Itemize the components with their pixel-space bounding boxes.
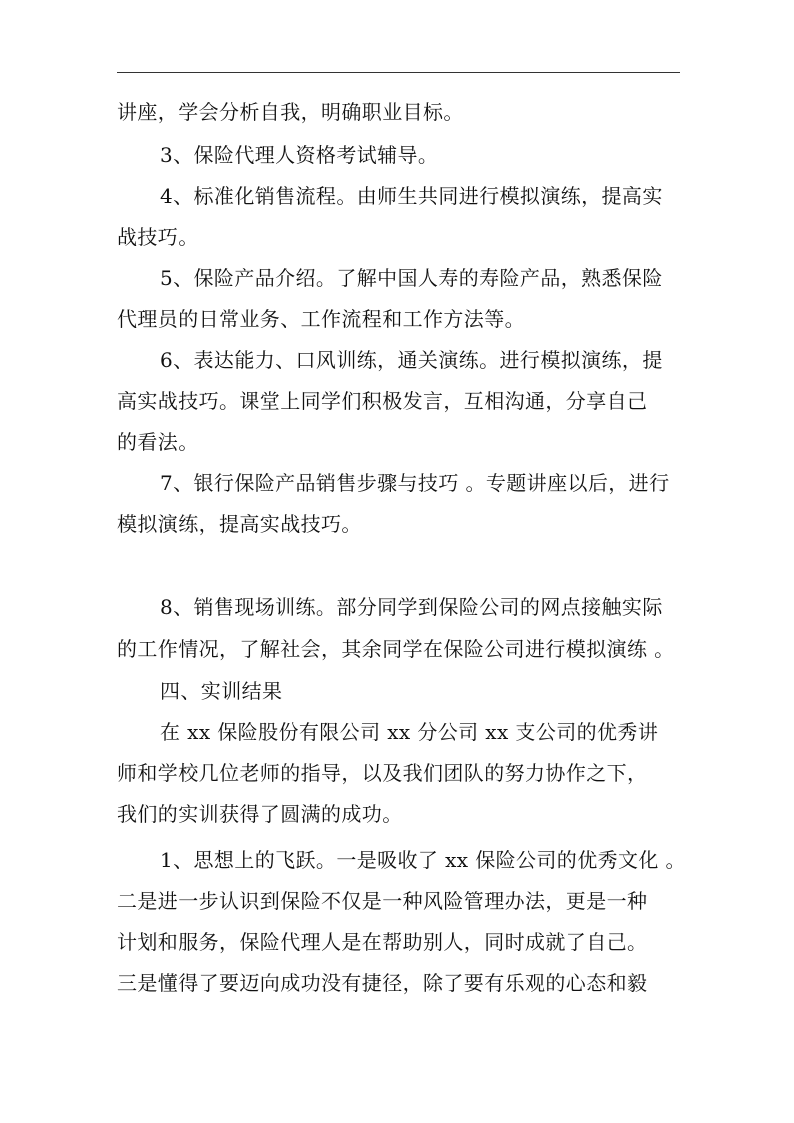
text-line: 8、销售现场训练。部分同学到保险公司的网点接触实际 (160, 595, 663, 619)
text-line: 3、保险代理人资格考试辅导。 (160, 143, 439, 167)
text-line: 1、思想上的飞跃。一是吸收了 xx 保险公司的优秀文化 。 (160, 848, 686, 872)
text-line: 模拟演练，提高实战技巧。 (117, 512, 362, 536)
text-line: 计划和服务，保险代理人是在帮助别人，同时成就了自己。 (117, 930, 648, 954)
text-line: 二是进一步认识到保险不仅是一种风险管理办法，更是一种 (117, 889, 648, 913)
text-line: 三是懂得了要迈向成功没有捷径，除了要有乐观的心态和毅 (117, 971, 648, 995)
header-rule (117, 72, 680, 73)
text-line: 我们的实训获得了圆满的成功。 (117, 802, 403, 826)
text-line: 在 xx 保险股份有限公司 xx 分公司 xx 支公司的优秀讲 (160, 720, 659, 744)
text-line: 4、标准化销售流程。由师生共同进行模拟演练，提高实 (160, 184, 663, 208)
text-line: 师和学校几位老师的指导，以及我们团队的努力协作之下， (117, 761, 648, 785)
text-line: 讲座，学会分析自我，明确职业目标。 (117, 100, 464, 124)
text-line: 代理员的日常业务、工作流程和工作方法等。 (117, 307, 525, 331)
section-heading: 四、实训结果 (160, 679, 283, 703)
text-line: 6、表达能力、口风训练，通关演练。进行模拟演练，提 (160, 348, 663, 372)
text-line: 的工作情况，了解社会，其余同学在保险公司进行模拟演练 。 (117, 637, 675, 661)
text-line: 的看法。 (117, 430, 199, 454)
text-line: 7、银行保险产品销售步骤与技巧 。专题讲座以后，进行 (160, 471, 670, 495)
text-line: 高实战技巧。课堂上同学们积极发言，互相沟通，分享自己 (117, 389, 648, 413)
text-line: 5、保险产品介绍。了解中国人寿的寿险产品，熟悉保险 (160, 266, 663, 290)
text-line: 战技巧。 (117, 225, 199, 249)
